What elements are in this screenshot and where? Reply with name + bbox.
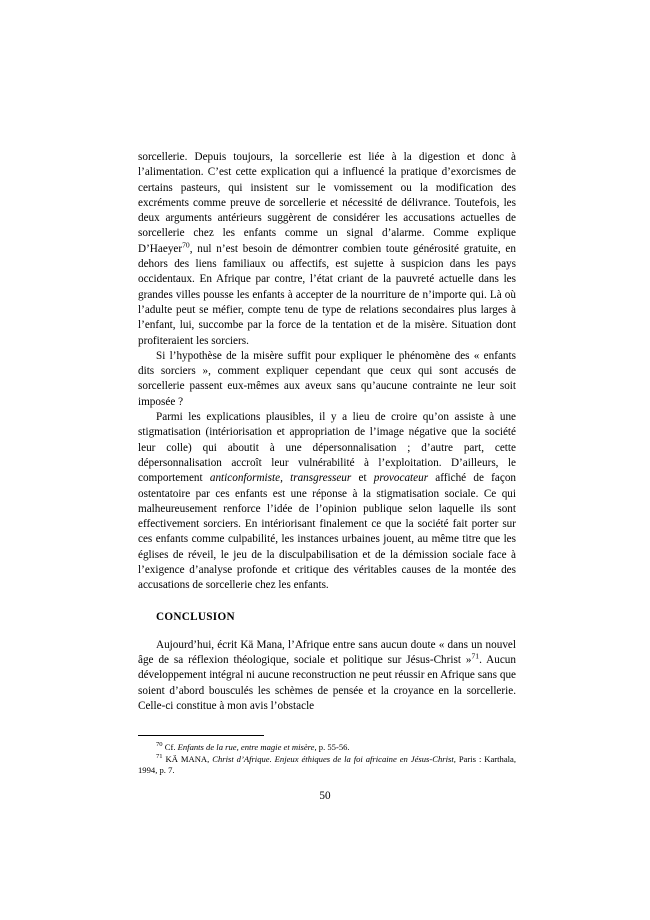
- paragraph-body: Aujourd’hui, écrit Kä Mana, l’Afrique entre sans aucun doute « dans un nouvel âge de sa réflexion théologique, sociale et politique sur Jésus-Christ »$^{71}$. Aucun développement intégral ni aucune reconstruction ne peut réussir en Afrique sans que soient d’abord bousculés les schèmes de pensée et la croyance en la sorcellerie. Celle-ci constitue à mon avis l’obstacle: [138, 638, 516, 712]
- emphasis-text: Christ d’Afrique. Enjeux éthiques de la foi africaine en Jésus-Christ: [212, 753, 454, 764]
- footnote-entry: $^{70}$ Cf. Enfants de la rue, entre magie et misère, p. 55-56.: [156, 741, 350, 752]
- section-heading: CONCLUSION: [156, 610, 235, 623]
- paragraph-body: Si l’hypothèse de la misère suffit pour expliquer le phénomène des « enfants dits sorciers », comment expliquer cependant que ceux qui sont accusés de sorcellerie passent eux-mêmes aux aveux sans qu’aucune contrainte ne leur soit imposée ?: [138, 349, 516, 408]
- footnote-marker: 71: [156, 752, 163, 760]
- footnote-marker: 70: [182, 240, 190, 250]
- footnote-area: [138, 742, 516, 777]
- emphasis-text: provocateur: [373, 472, 429, 485]
- footnote-marker: 70: [156, 741, 163, 749]
- page-body: [138, 150, 516, 714]
- paragraph-body: sorcellerie. Depuis toujours, la sorcellerie est liée à la digestion et donc à l’alimentation. C’est cette explication qui a influencé la pratique d’exorcismes de certains pasteurs, qui insistent sur le vomissement ou la modification des excréments comme preuve de sorcellerie et nécessité de délivrance. Toutefois, les deux arguments antérieurs suggèrent de considérer les accusations actuelles de sorcellerie chez les enfants comme un signal d’alarme. Comme explique D’Haeyer$^{70}$, nul n’est besoin de démontrer combien toute générosité gratuite, en dehors des liens familiaux ou affectifs, est sujette à suspicion dans les pays occidentaux. En Afrique par contre, l’état criant de la pauvreté actuelle dans les grandes villes pousse les enfants à accepter de la nourriture de n’importe qui. Là où l’adulte peut se méfier, compte tenu de type de relations secondaires plus larges à l’enfant, lui, succombe par la force de la tentation et de la misère. Situation dont profiteraient les sorciers.: [138, 151, 516, 347]
- page-number: 50: [319, 790, 331, 802]
- heading-spacer: [138, 623, 516, 638]
- footnote-entry: $^{71}$ KÄ MANA, Christ d’Afrique. Enjeux éthiques de la foi africaine en Jésus-Christ, Paris : Karthala, 1994, p. 7.: [138, 752, 517, 776]
- emphasis-text: Enfants de la rue, entre magie et misère: [177, 742, 315, 752]
- footnote-marker: 71: [471, 651, 480, 661]
- footnote-separator: [138, 735, 264, 736]
- emphasis-text: anticonformiste, transgresseur: [209, 472, 352, 485]
- paragraph-body: Parmi les explications plausibles, il y a lieu de croire qu’on assiste à une stigmatisation (intériorisation et appropriation de l’image négative que la société leur colle) qui aboutit à une dépersonnalisation ; d’autre part, cette dépersonnalisation accroît leur vulnérabilité à l’exploitation. D’ailleurs, le comportement anticonformiste, transgresseur et provocateur affiché de façon ostentatoire par ces enfants est une réponse à la stigmatisation sociale. Ce qui malheureusement renforce l’idée de l’opinion publique selon laquelle ils sont effectivement sorciers. En intériorisant finalement ce que la société fait porter sur ces enfants comme culpabilité, les instances urbaines jouent, au même titre que les églises de réveil, le jeu de la disculpabilisation et de la démission sociale face à l’exigence d’analyse profonde et critique des véritables causes de la montée des accusations de sorcellerie chez les enfants.: [138, 411, 517, 592]
- section-spacer: [138, 594, 516, 611]
